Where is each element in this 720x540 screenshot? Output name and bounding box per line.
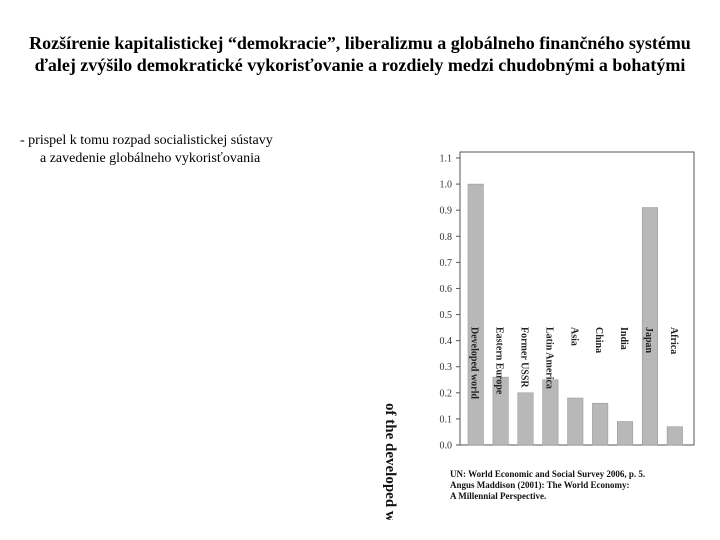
y-axis-side-label: of the developed w — [382, 403, 398, 520]
category-label: Latin America — [543, 327, 555, 389]
bar — [592, 403, 607, 445]
category-label: India — [618, 327, 630, 350]
y-tick-label: 0.6 — [439, 283, 452, 295]
bar — [568, 398, 583, 445]
category-label: Africa — [667, 327, 679, 355]
y-tick-label: 0.9 — [439, 205, 452, 217]
source-line: UN: World Economic and Social Survey 2006, p. 5. — [450, 469, 646, 479]
bullet-line-2: a zavedenie globálneho vykorisťovania — [40, 151, 261, 166]
bar — [617, 422, 632, 445]
bar-chart — [378, 145, 700, 520]
bar — [543, 380, 558, 445]
bars — [468, 184, 683, 445]
source-line: Angus Maddison (2001): The World Economy: — [450, 480, 630, 490]
y-tick-label: 0.5 — [439, 310, 452, 322]
y-tick-label: 0.3 — [439, 362, 452, 374]
bullet-text — [20, 132, 350, 168]
y-tick-label: 0.4 — [439, 336, 452, 348]
source-citation — [450, 469, 645, 501]
bar — [468, 184, 483, 445]
category-label: Former USSR — [518, 327, 530, 388]
chart-container — [378, 145, 700, 520]
slide-title: Rozšírenie kapitalistickej “demokracie”, liberalizmu a globálneho finančného systému ďalej zvýšilo demokratické vykorisťovanie a rozdiely medzi chudobnými a bohatými — [29, 33, 691, 75]
y-tick-label: 0.0 — [439, 440, 452, 452]
category-label: China — [593, 327, 605, 354]
y-tick-label: 0.7 — [439, 257, 452, 269]
source-line: A Millennial Perspective. — [450, 491, 547, 501]
y-tick-label: 0.2 — [439, 388, 452, 400]
bullet-line-1: - prispel k tomu rozpad socialistickej sústavy — [20, 133, 273, 148]
category-label: Eastern Europe — [493, 327, 505, 395]
y-tick-label: 0.1 — [439, 414, 452, 426]
category-label: Developed world — [468, 327, 480, 399]
category-label: Asia — [568, 327, 580, 346]
y-tick-label: 1.0 — [439, 179, 452, 191]
bar — [518, 393, 533, 445]
bar — [667, 427, 682, 445]
category-label: Japan — [642, 327, 654, 354]
y-tick-label: 1.1 — [439, 153, 452, 165]
y-tick-label: 0.8 — [439, 231, 452, 243]
